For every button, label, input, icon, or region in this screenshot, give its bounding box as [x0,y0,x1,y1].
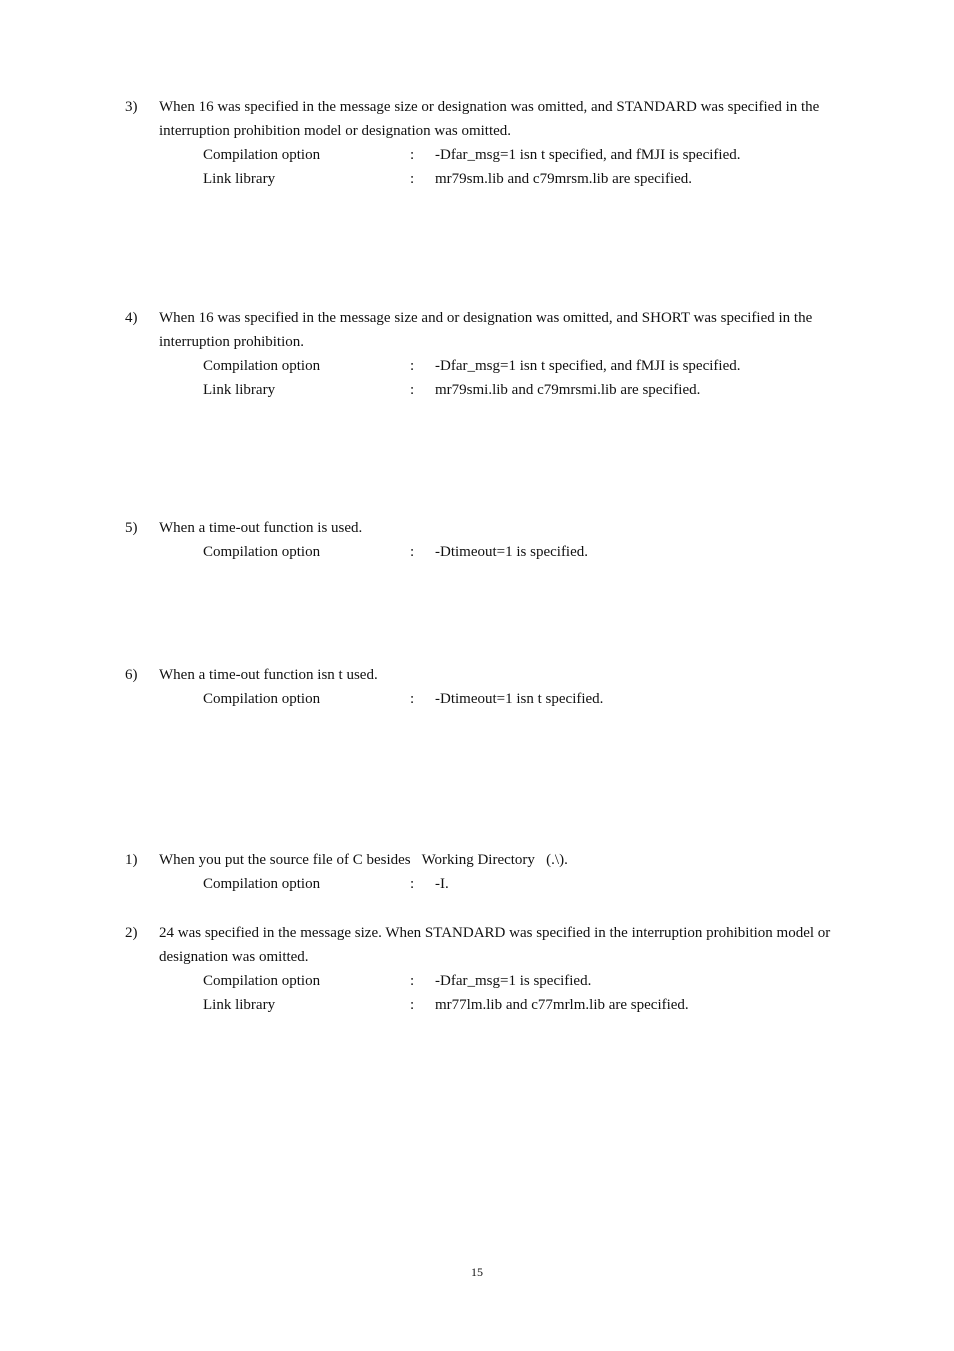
option-row [203,872,865,896]
list-item [125,663,865,711]
option-colon: : [410,147,415,163]
item-description: When a time-out function is used. [159,520,363,536]
option-label: Compilation option [203,147,321,163]
option-label: Compilation option [203,876,321,892]
option-label: Compilation option [203,544,321,560]
option-label: Link library [203,997,276,1013]
item-description: When 16 was specified in the message size or designation was omitted, and STANDARD was specified in the interruption prohibition model or designation was omitted. [159,99,820,139]
option-colon: : [410,358,415,374]
item-number: 1) [125,852,138,868]
option-value: mr79smi.lib and c79mrsmi.lib are specified. [435,382,701,398]
list-item [125,921,865,1017]
option-label: Compilation option [203,973,321,989]
page-number: 15 [471,1265,483,1279]
item-body [159,516,865,564]
option-value: mr79sm.lib and c79mrsm.lib are specified. [435,171,693,187]
option-label: Link library [203,171,276,187]
option-value: -Dtimeout=1 is specified. [435,544,589,560]
item-body [159,306,865,402]
option-row [203,540,865,564]
item-body [159,95,865,191]
item-number: 5) [125,520,138,536]
option-row [203,167,865,191]
option-row [203,969,865,993]
option-row [203,687,865,711]
option-colon: : [410,544,415,560]
option-row [203,354,865,378]
item-body [159,663,865,711]
option-value: -Dfar_msg=1 isn t specified, and fMJI is specified. [435,147,741,163]
option-colon: : [410,171,415,187]
item-number: 2) [125,925,138,941]
list-item [125,848,865,896]
option-colon: : [410,876,415,892]
list-item [125,306,865,402]
option-value: -I. [435,876,449,892]
option-colon: : [410,997,415,1013]
item-number: 3) [125,99,138,115]
item-description: 24 was specified in the message size. When STANDARD was specified in the interruption prohibition model or designation was omitted. [159,925,831,965]
option-value: -Dfar_msg=1 isn t specified, and fMJI is specified. [435,358,741,374]
option-label: Compilation option [203,358,321,374]
item-body [159,921,865,1017]
item-description: When you put the source file of C besides Working Directory (.\). [159,852,568,868]
option-value: mr77lm.lib and c77mrlm.lib are specified. [435,997,689,1013]
option-colon: : [410,691,415,707]
option-value: -Dtimeout=1 isn t specified. [435,691,604,707]
item-number: 6) [125,667,138,683]
option-label: Link library [203,382,276,398]
option-row [203,143,865,167]
option-row [203,378,865,402]
option-colon: : [410,973,415,989]
list-item [125,95,865,191]
item-description: When 16 was specified in the message size and or designation was omitted, and SHORT was specified in the interruption prohibition. [159,310,813,350]
item-description: When a time-out function isn t used. [159,667,378,683]
option-row [203,993,865,1017]
option-colon: : [410,382,415,398]
item-number: 4) [125,310,138,326]
list-item [125,516,865,564]
option-value: -Dfar_msg=1 is specified. [435,973,592,989]
option-label: Compilation option [203,691,321,707]
item-body [159,848,865,896]
